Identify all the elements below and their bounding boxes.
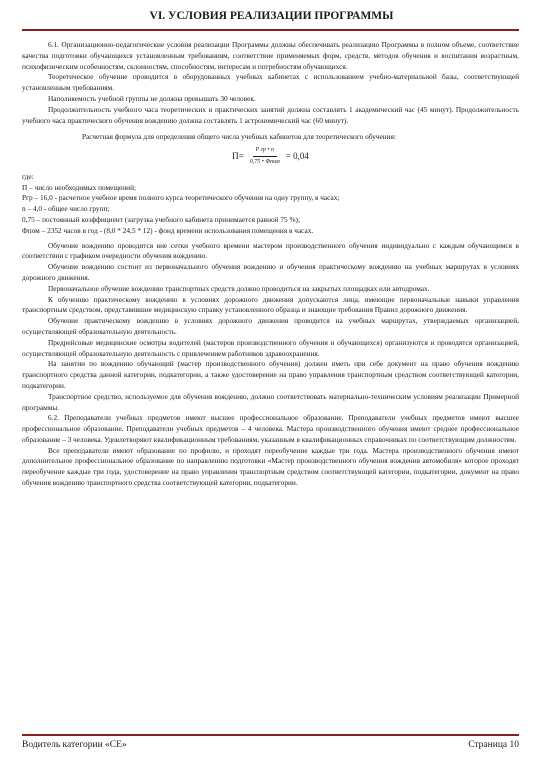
footer-rule (22, 734, 519, 736)
paragraph-initial-training: Первоначальное обучение вождению транспортных средств должно проводиться на закрытых площадках или автодромах. (48, 283, 430, 293)
formula-fraction (247, 145, 283, 168)
formula (22, 145, 519, 168)
definitions-label: где: (22, 171, 34, 181)
definition-fpom: Фпом – 2352 часов в год - (8,0 * 24,5 * 12) - фонд времени использования помещения в часах. (22, 225, 314, 235)
paragraph-hour-length: Продолжительность учебного часа теоретических и практических занятий должна составлять 1 академический час (45 минут). Продолжительность учебного часа практического обучения вождению должна составлять 1 астрономический час (60 минут). (22, 104, 519, 125)
formula-lhs: П= (232, 151, 244, 162)
definition-n: n – 4,0 - общее число групп; (22, 204, 110, 214)
paragraph-driving-schedule: Обучение вождению проводится вне сетки учебного времени мастером производственного обучения индивидуально с каждым обучающимся в соответствии с графиком очередности обучения вождению. (22, 240, 519, 261)
formula-result: = 0,04 (285, 151, 309, 162)
definition-coefficient: 0,75 – постоянный коэффициент (загрузка учебного кабинета принимается равной 75 %); (22, 214, 301, 224)
paragraph-vehicle: Транспортное средство, используемое для обучения вождению, должно соответствовать материально-техническим условиям реализации Примерной программы. (22, 391, 519, 412)
definition-p: П – число необходимых помещений; (22, 182, 137, 192)
formula-intro: Расчетная формула для определения общего числа учебных кабинетов для теоретического обучения: (82, 132, 396, 142)
footer-doc-title: Водитель категории «СЕ» (22, 740, 127, 750)
paragraph-6-2: 6.2. Преподаватели учебных предметов имеют высшее профессиональное образование. Преподаватели учебных предметов имеют высшее профессиональное образование. Преподаватели учебных предметов – 4 человека. Мастера производственного обучения имеют среднее профессиональное образование – 3 человека. Удовлетворяют квалификационным требованиям, указанным в квалификационных справочниках по соответствующим должностям. (22, 413, 519, 444)
formula-definitions (22, 172, 519, 237)
paragraph-admission: К обучению практическому вождению в условиях дорожного движения допускаются лица, имеющие первоначальные навыки управления транспортным средством, представившие медицинскую справку установленного образца и знающие требования Правил дорожного движения. (22, 294, 519, 315)
paragraph-routes: Обучение практическому вождению в условиях дорожного движения проводится на учебных маршрутах, утверждаемых организацией, осуществляющей образовательную деятельность. (22, 316, 519, 336)
header-rule (22, 29, 519, 31)
paragraph-instructor-docs: На занятии по вождению обучающий (мастер производственного обучения) должен иметь при себе документ на право обучения вождению транспортного средства данной категории, подкатегории, а также удостоверение на право управления транспортным средством соответствующей категории, подкатегории. (22, 359, 519, 390)
paragraph-theory: Теоретическое обучение проводится в оборудованных учебных кабинетах с использованием учебно-материальной базы, соответствующей установленным требованиям. (22, 72, 519, 93)
page-footer (22, 740, 519, 750)
paragraph-driving-stages: Обучение вождению состоит из первоначального обучения вождению и обучения практическому вождению на учебных маршрутах в условиях дорожного движения. (22, 262, 519, 282)
document-body (22, 40, 519, 489)
formula-numerator: P гр • n (253, 145, 278, 157)
paragraph-retraining: Все преподаватели имеют образование по профилю, и проходят переобучение каждые три года. Мастера производственного обучения имеют дополнительное профессиональное образование по направлению подготовки «Мастер производственного обучения вождения автомобиля» которое проходят переобучение каждые три года, удостоверение на право управления транспортным средством соответствующей категории, подкатегории, документ на право обучения вождению транспортного средства соответствующей категории, подкатегории. (22, 445, 519, 488)
formula-denominator: 0,75 • Фпом (249, 158, 280, 165)
paragraph-group-size: Наполняемость учебной группы не должна превышать 30 человек. (48, 93, 256, 103)
section-title: VI. УСЛОВИЯ РЕАЛИЗАЦИИ ПРОГРАММЫ (149, 10, 394, 22)
paragraph-medical: Предрейсовые медицинские осмотры водителей (мастеров производственного обучения и обучающихся) организуются и проводятся организацией, осуществляющей образовательную деятельность с привлечением работников здравоохранения. (22, 337, 519, 358)
definition-pgr: Pгр – 16,0 - расчетное учебное время полного курса теоретического обучения на одну группу, в часах; (22, 193, 340, 203)
page-number: Страница 10 (468, 740, 519, 750)
paragraph-6-1: 6.1. Организационно-педагогические условия реализации Программы должны обеспечивать реализацию Программы в полном объеме, соответствие качества подготовки обучающихся установленным требованиям, соответствие применяемых форм, средств, методов обучения и воспитания возрастным, психофизическим особенностям, склонностям, способностям, интересам и потребностям обучающихся. (22, 40, 519, 71)
